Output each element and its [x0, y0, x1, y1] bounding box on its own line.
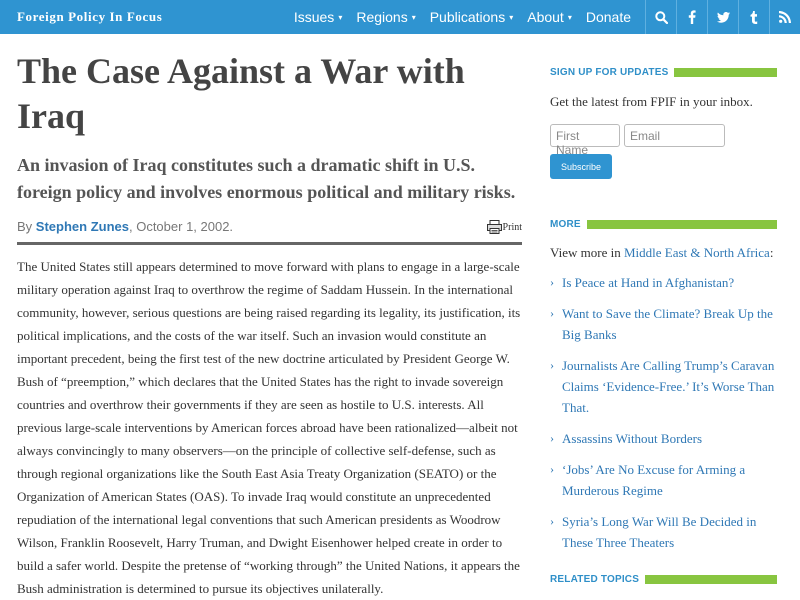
subscribe-button[interactable]: Subscribe — [550, 154, 612, 179]
article — [17, 34, 522, 600]
nav-issues[interactable] — [294, 9, 342, 25]
more-articles-list — [550, 272, 777, 553]
byline — [17, 219, 233, 234]
email-field[interactable]: Email — [624, 124, 725, 147]
nav-publications-label: Publications — [429, 9, 506, 25]
arrow-right-icon: › — [550, 514, 554, 528]
chevron-down-icon: ▾ — [567, 13, 572, 22]
signup-form — [550, 124, 777, 157]
view-more-line — [550, 245, 777, 261]
nav-regions-label: Regions — [356, 9, 408, 25]
list-item[interactable] — [550, 355, 777, 418]
byline-by: By — [17, 219, 33, 234]
sidebar — [550, 34, 777, 563]
author-link[interactable]: Stephen Zunes — [35, 219, 129, 234]
first-name-field[interactable]: First Name — [550, 124, 620, 147]
signup-heading-label: SIGN UP FOR UPDATES — [550, 66, 669, 78]
list-item-link[interactable]: Assassins Without Borders — [562, 431, 703, 446]
signup-description: Get the latest from FPIF in your inbox. — [550, 94, 753, 109]
list-item[interactable] — [550, 459, 777, 501]
region-link[interactable]: Middle East & North Africa — [623, 245, 770, 260]
arrow-right-icon: › — [550, 306, 554, 320]
article-date: , October 1, 2002. — [128, 219, 234, 234]
more-heading-label: MORE — [550, 218, 581, 230]
list-item[interactable] — [550, 303, 777, 345]
chevron-down-icon: ▾ — [509, 13, 514, 22]
list-item[interactable] — [550, 511, 777, 553]
top-navigation-bar — [0, 0, 800, 34]
view-more-suffix: : — [769, 245, 774, 260]
heading-accent-bar — [587, 220, 777, 229]
nav-regions[interactable] — [356, 9, 415, 25]
nav-about-label: About — [527, 9, 564, 25]
twitter-icon[interactable] — [707, 0, 738, 34]
list-item-link[interactable]: Want to Save the Climate? Break Up the Big Banks — [562, 306, 773, 342]
list-item[interactable] — [550, 272, 777, 293]
nav-donate[interactable]: Donate — [585, 9, 631, 25]
search-icon[interactable] — [645, 0, 676, 34]
arrow-right-icon: › — [550, 462, 554, 476]
list-item-link[interactable]: Syria’s Long War Will Be Decided in These Three Theaters — [562, 514, 757, 550]
related-heading-label: RELATED TOPICS — [550, 573, 640, 585]
related-topics-heading — [550, 573, 777, 585]
list-item[interactable] — [550, 428, 777, 449]
nav-publications[interactable] — [430, 9, 514, 25]
nav-icon-group — [645, 0, 800, 34]
list-item-link[interactable]: ‘Jobs’ Are No Excuse for Arming a Murderous Regime — [562, 462, 746, 498]
more-section-heading — [550, 218, 777, 230]
rss-icon[interactable] — [769, 0, 800, 34]
site-brand-link[interactable]: Foreign Policy In Focus — [17, 9, 163, 24]
list-item-link[interactable]: Is Peace at Hand in Afghanistan? — [562, 275, 735, 290]
print-label: Print — [502, 221, 522, 233]
facebook-icon[interactable] — [676, 0, 707, 34]
heading-accent-bar — [645, 575, 777, 584]
main-nav — [294, 0, 800, 34]
chevron-down-icon: ▾ — [411, 13, 416, 22]
list-item-link[interactable]: Journalists Are Calling Trump’s Caravan Claims ‘Evidence-Free.’ It’s Worse Than That. — [562, 358, 775, 415]
article-body-paragraph: The United States still appears determined to move forward with plans to engage in a large-scale military operation against Iraq to overthrow the regime of Saddam Hussein. In the international community, however, serious questions are being raised regarding its legality, its justification, its political implications, and the costs of the war itself. Such an invasion would constitute an important precedent, being the first test of the new doctrine articulated by President George W. Bush of “preemption,” which declares that the United States has the right to invade sovereign countries and overthrow their governments if they are seen as hostile to U.S. interests. All previous large-scale interventions by American forces abroad have been rationalized—albeit not always convincingly to many observers—on the principle of collective self-defense, such as through regional organizations like the South East Asia Treaty Organization (SEATO) or the Organization of American States (OAS). To invade Iraq would constitute an unprecedented repudiation of the international legal conventions that such American presidents as Woodrow Wilson, Franklin Roosevelt, Harry Truman, and Dwight Eisenhower helped create in order to build a safer world. Despite the pretense of “working through” the United Nations, it appears the Bush administration is determined to pursue its objectives unilaterally. — [17, 259, 521, 596]
byline-row — [17, 219, 522, 245]
arrow-right-icon: › — [550, 275, 554, 289]
print-button[interactable] — [487, 220, 522, 234]
article-title: The Case Against a War with Iraq — [17, 51, 465, 136]
printer-icon — [487, 220, 502, 234]
arrow-right-icon: › — [550, 431, 554, 445]
signup-section-heading — [550, 66, 777, 78]
chevron-down-icon: ▾ — [338, 13, 343, 22]
nav-about[interactable] — [527, 9, 572, 25]
arrow-right-icon: › — [550, 358, 554, 372]
article-subtitle: An invasion of Iraq constitutes such a dramatic shift in U.S. foreign policy and involves enormous political and military risks. — [17, 155, 516, 202]
heading-accent-bar — [674, 68, 777, 77]
view-more-prefix: View more in — [550, 245, 624, 260]
nav-issues-label: Issues — [293, 9, 335, 25]
tumblr-icon[interactable] — [738, 0, 769, 34]
